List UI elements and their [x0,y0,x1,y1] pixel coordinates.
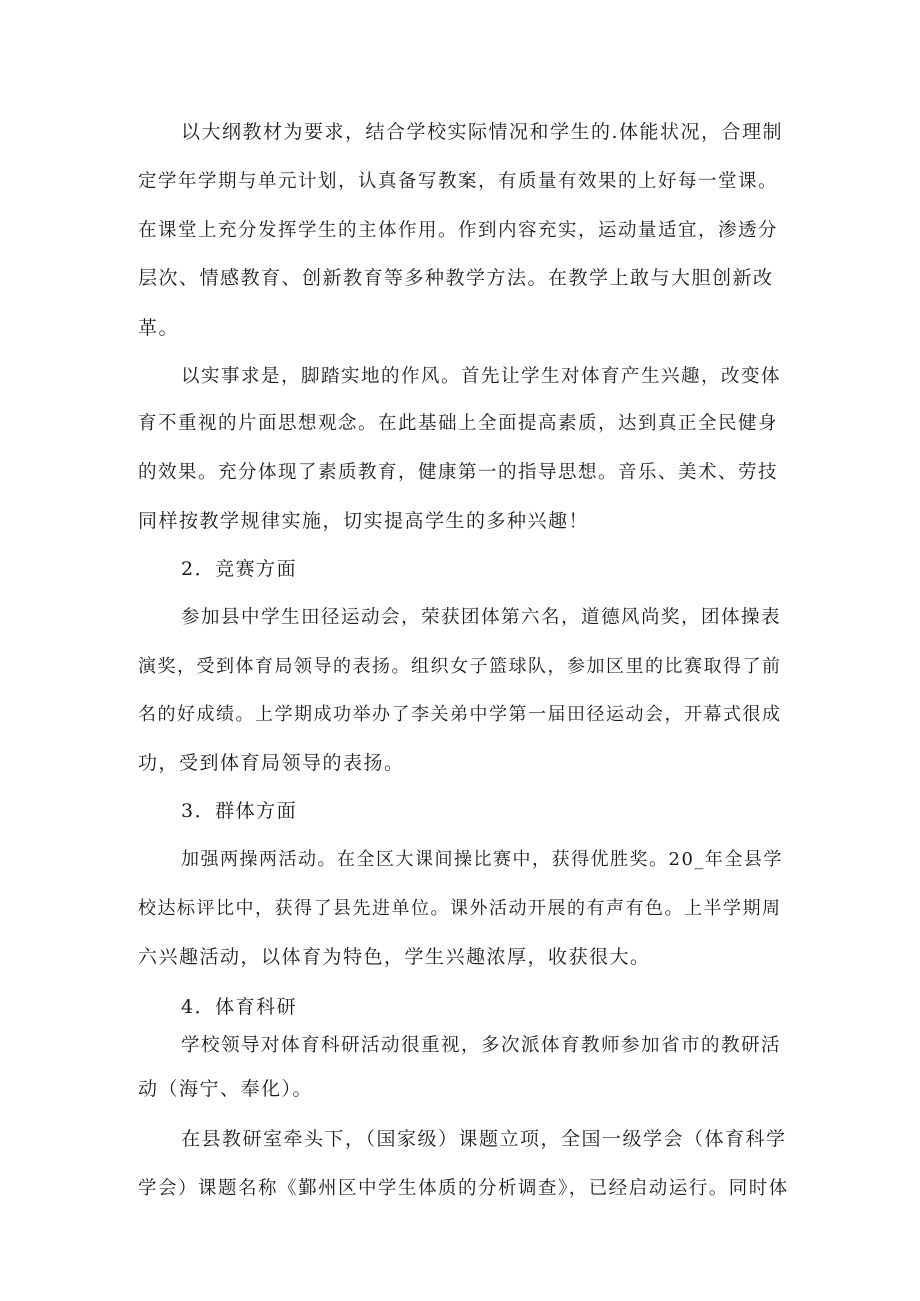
text-line: 校达标评比中，获得了县先进单位。课外活动开展的有声有色。上半学期周 [138,898,782,919]
text-line: 名的好成绩。上学期成功举办了李关弟中学第一届田径运动会，开幕式很成 [138,704,782,725]
text-line: 定学年学期与单元计划，认真备写教案，有质量有效果的上好每一堂课。 [138,171,779,192]
text-line: 同样按教学规律实施，切实提高学生的多种兴趣！ [138,510,590,532]
text-line: 动（海宁、奉化）。 [138,1078,314,1100]
text-line: 以大纲教材为要求，结合学校实际情况和学生的.体能状况，合理制 [181,121,784,143]
text-line: 革。 [138,317,180,339]
section-heading: 3．群体方面 [181,800,298,822]
text-line: 以实事求是，脚踏实地的作风。首先让学生对体育产生兴趣，改变体 [181,366,782,387]
text-line: 层次、情感教育、创新教育等多种教学方法。在教学上敢与大胆创新改 [138,267,774,289]
section-heading: 2．竞赛方面 [181,558,298,580]
text-line: 在课堂上充分发挥学生的主体作用。作到内容充实，运动量适宜，渗透分 [138,220,779,241]
text-line: 育不重视的片面思想观念。在此基础上全面提高素质，达到真正全民健身 [138,413,779,434]
text-line: 学校领导对体育科研活动很重视，多次派体育教师参加省市的教研活 [181,1035,782,1056]
text-line: 参加县中学生田径运动会，荣获团体第六名，道德风尚奖，团体操表 [181,607,782,628]
text-line: 功，受到体育局领导的表扬。 [138,752,405,774]
text-line: 演奖，受到体育局领导的表扬。组织女子篮球队，参加区里的比赛取得了前 [138,656,782,677]
text-line: 学会）课题名称《鄞州区中学生体质的分析调查》，已经启动运行。同时体 [138,1178,789,1199]
text-line: 的效果。充分体现了素质教育，健康第一的指导思想。音乐、美术、劳技 [138,462,779,483]
text-line: 加强两操两活动。在全区大课间操比赛中，获得优胜奖。20_年全县学 [181,849,783,870]
text-line: 在县教研室牵头下，（国家级）课题立项，全国一级学会（体育科学 [181,1128,787,1150]
section-heading: 4．体育科研 [181,996,298,1018]
text-line: 六兴趣活动，以体育为特色，学生兴趣浓厚，收获很大。 [138,946,651,968]
